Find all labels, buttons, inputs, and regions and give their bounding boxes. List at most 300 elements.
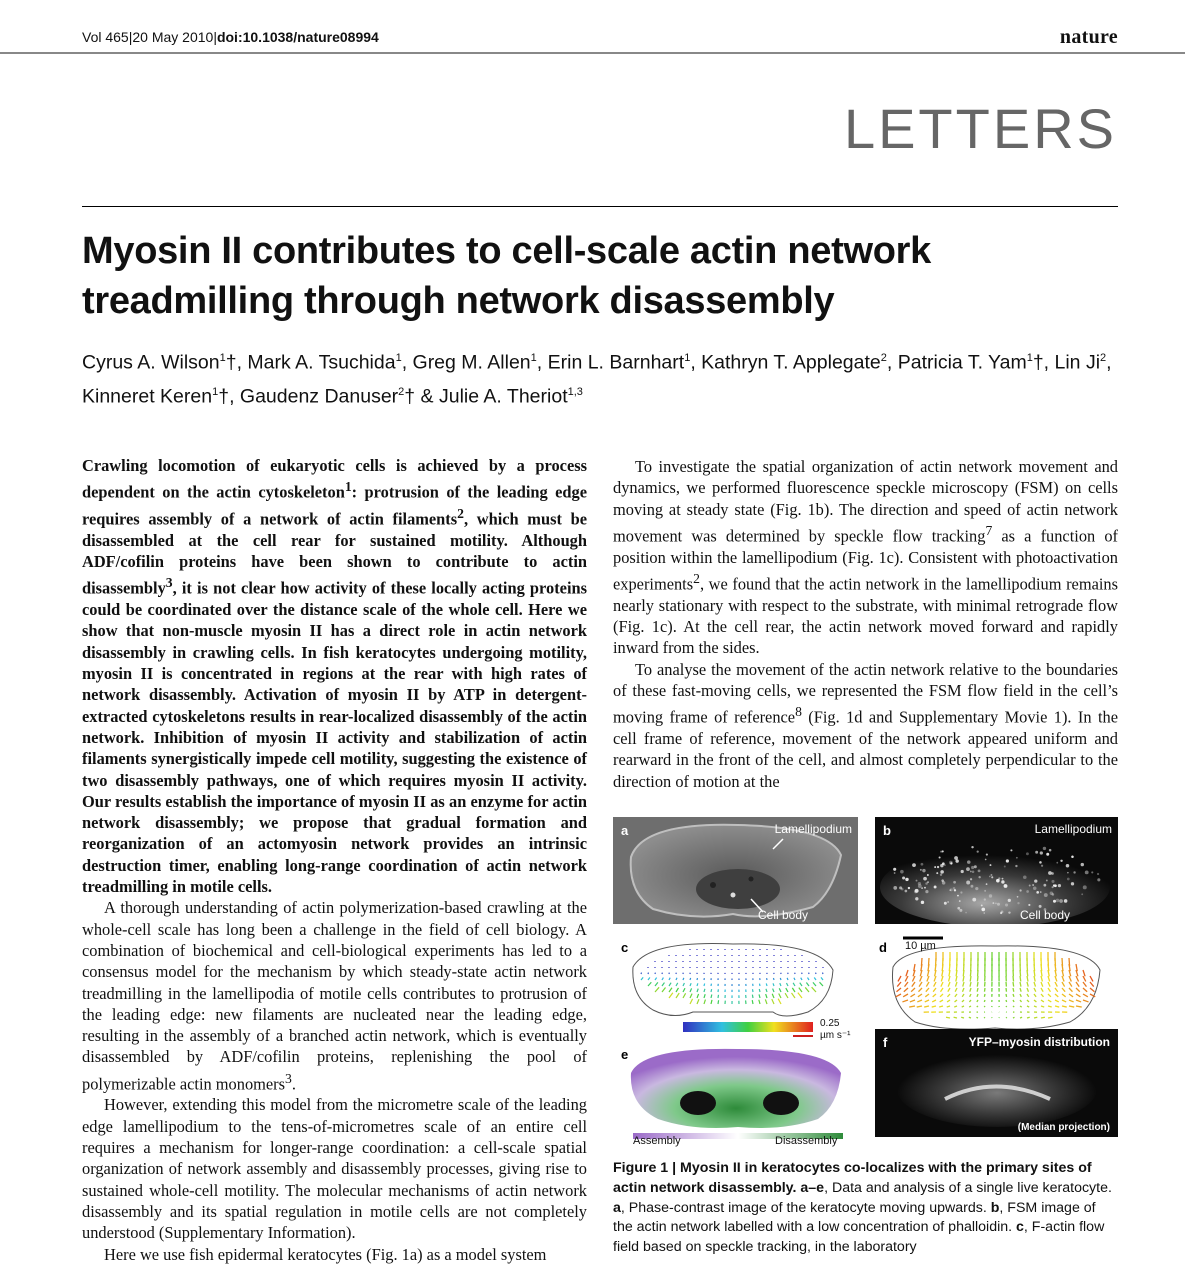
speckle [954,889,956,891]
flow-vector [977,994,978,997]
speckle [942,881,945,884]
flow-vector [946,1017,950,1018]
speckle [970,878,972,880]
flow-vector [1076,982,1079,987]
flow-vector [1027,970,1028,976]
flow-vector [1013,1000,1014,1002]
flow-vector [697,999,699,1004]
speckle [1032,884,1034,886]
speckle [997,903,1000,906]
flow-vector [1013,1017,1014,1018]
doi[interactable]: doi:10.1038/nature08994 [217,29,379,45]
flow-vector [1083,970,1085,976]
speckle [1067,878,1070,881]
flow-vector [969,1006,971,1007]
speckle [978,870,981,873]
flow-vector [773,978,774,980]
flow-vector [662,988,666,992]
flow-vector [934,982,936,987]
flow-vector [977,1006,978,1007]
flow-vector [697,989,698,992]
flow-vector [925,994,929,997]
speckle [957,907,960,910]
speckle [924,887,926,889]
speckle [905,878,908,881]
flow-vector [1076,1006,1082,1007]
flow-vector [1062,994,1066,997]
flow-vector [676,988,678,992]
speckle [920,869,922,871]
speckle [981,908,985,912]
flow-vector [676,993,679,998]
flow-vector [662,978,663,980]
flow-vector [819,982,823,986]
flow-vector [1069,1006,1074,1007]
flow-vector [910,1000,915,1002]
flow-vector [759,994,760,998]
panel-e-assembly-map [613,1045,858,1150]
flow-vector [1020,970,1021,976]
flow-vector [766,989,767,992]
speckle [1067,872,1069,874]
panel-b-fsm [875,817,1118,924]
flow-vector [926,982,929,987]
figure-1 [613,817,1118,1150]
flow-vector [704,994,705,998]
flow-vector [917,1006,922,1007]
body-paragraph: However, extending this model from the micrometre scale of the leading edge lamellipodium to the tens-of-micrometres scale of an entire cell requires a mechanism for longer-range coordination: a cell-scale spatial organization of network assembly and disassembly processes, giving rise to sustained whole-cell motility. The molecular mechanisms of actin network disassembly and its spatial regulation in motile cells are not completely understood (Supplementary Information). [82,1094,587,1243]
speckle [971,866,974,869]
speckle [989,894,992,897]
flow-vector [822,973,823,974]
speckle [974,865,977,868]
speckle [949,861,953,865]
label-assembly: Assembly [633,1135,681,1147]
flow-vector [655,987,659,992]
issue-info: Vol 465|20 May 2010|doi:10.1038/nature08994 [82,29,379,45]
speckle [1091,871,1093,873]
flow-vector [963,982,964,987]
flow-vector [798,993,802,998]
flow-vector [906,970,908,976]
panel-label-a: a [621,823,628,838]
flow-vector [1041,1000,1044,1002]
speckle [912,863,916,867]
flow-vector [786,988,788,992]
flow-vector [1020,988,1021,992]
flow-vector [641,973,642,974]
flow-vector [772,999,774,1004]
panel-label-b: b [883,823,891,838]
flow-vector [690,999,693,1004]
flow-vector [969,1000,971,1002]
speckle [981,904,983,906]
flow-vector [956,970,957,976]
flow-vector [976,1017,978,1018]
flow-vector [669,988,672,992]
flow-vector [932,1000,936,1002]
volume: Vol 465 [82,29,129,45]
flow-vector [955,1000,957,1002]
flow-vector [948,988,950,992]
speckle [934,866,936,868]
speckle [950,888,953,891]
flow-vector [1076,988,1080,992]
flow-vector [1048,994,1051,997]
panel-label-d: d [879,940,887,955]
speckle [1005,904,1008,907]
speckle [1026,890,1029,893]
flow-vector [904,988,908,992]
flow-vector [970,976,971,981]
flow-vector [676,983,678,986]
speckle [1049,849,1052,852]
speckle [998,877,1000,879]
flow-vector [1013,982,1014,987]
speckle [984,890,986,892]
flow-vector [690,983,691,986]
issue-date: 20 May 2010 [132,29,213,45]
speckle [936,872,938,874]
scale-value: 0.25 [820,1018,839,1029]
section-label: LETTERS [844,96,1117,161]
flow-vector [912,982,915,987]
flow-vector [1034,976,1035,981]
flow-vector [955,994,957,997]
flow-vector [1055,976,1057,981]
flow-vector [933,994,936,997]
flow-vector [939,1006,943,1007]
panel-label-f: f [883,1035,887,1050]
flow-vector [752,995,753,998]
flow-vector [1048,982,1050,987]
panel-label-e: e [621,1047,628,1062]
panel-c-flow-field [613,932,858,1042]
flow-vector [940,994,943,997]
speckle [1050,892,1053,895]
flow-vector [1020,994,1021,997]
speckle [901,888,904,891]
speckle [1004,865,1006,867]
flow-vector [1048,1006,1052,1007]
caption-text: a–e, Data and analysis of a single live keratocyte. a, Phase-contrast image of the keratocyte moving upwards. b, FSM image of the actin network labelled with a low concentration of phalloidin. c, F-actin flow field based on speckle tracking, in the laboratory [613,1180,1112,1255]
flow-vector [766,994,767,998]
flow-vector [1083,982,1086,987]
flow-vector [956,976,957,981]
speckle [1006,859,1009,862]
speckle [954,856,958,860]
flow-vector [697,983,698,986]
flow-vector [676,978,677,980]
flow-vector [1027,976,1028,981]
flow-vector [711,1000,712,1004]
flow-vector [927,976,929,981]
speckle [1028,904,1030,906]
flow-vector [984,988,985,992]
flow-vector [662,983,664,986]
flow-vector [1055,1006,1059,1007]
flow-vector [926,988,929,992]
flow-vector [902,1000,908,1002]
flow-vector [932,1006,936,1007]
author-list: Cyrus A. Wilson$^1$†, Mark A. Tsuchida$^1$, Greg M. Allen$^1$, Erin L. Barnhart$^1$, Kathryn T. Applegate$^2$, Patricia T. Yam$^1$†, Lin Ji$^2$, Kinneret Keren$^1$†, Gaudenz Danuser$^2$† & Julie A. Theriot$^{1,3}$ [82,344,1122,411]
flow-vector [1034,970,1035,976]
speckle [957,895,959,897]
flow-vector [1062,988,1065,992]
flow-vector [1055,988,1058,992]
flow-vector [690,988,692,992]
flow-vector [711,994,712,998]
speckle [966,881,970,885]
speckle [940,851,942,853]
flow-vector [786,983,788,986]
flow-vector [799,988,802,992]
flow-vector [1034,1017,1037,1018]
speckle [914,890,917,893]
speckle [937,866,939,868]
body-paragraph: To investigate the spatial organization of actin network movement and dynamics, we performed fluorescence speckle microscopy (FSM) on cells moving at steady state (Fig. 1b). The direction and speed of actin network movement was determined by speckle flow tracking$^7$ as a function of position within the lamellipodium (Fig. 1c). Consistent with photoactivation experiments$^2$, we found that the actin network in the lamellipodium remains nearly stationary with respect to the substrate, with minimal retrograde flow (Fig. 1c). At the cell rear, the actin network moved forward and rapidly inward from the sides. [613,456,1118,659]
flow-vector [1013,976,1014,981]
flow-vector [962,994,964,997]
speckle [1041,865,1043,867]
flow-vector [752,1000,753,1004]
flow-vector [910,994,915,997]
flow-vector [1041,1006,1044,1007]
speckle [1029,885,1031,887]
flow-vector [905,976,908,981]
panel-a-phase-contrast [613,817,858,924]
speckle [1097,878,1100,881]
scale-bar-label: 10 µm [905,940,936,952]
speckle [921,901,924,904]
flow-vector [1034,994,1036,997]
flow-vector [683,993,686,998]
speckle [918,882,921,885]
speckle [925,890,928,893]
speckle [1017,902,1019,904]
label-cell-body: Cell body [1020,908,1070,922]
flow-vector [805,987,809,992]
speckle [986,883,988,885]
flow-vector [812,987,816,992]
flow-vector [813,982,816,986]
speckle [1058,884,1061,887]
speckle [922,869,925,872]
speckle [989,876,991,878]
speckle [1066,864,1069,867]
flow-vector [641,977,643,980]
speckle [1026,852,1029,855]
speckle [921,863,924,866]
flow-vector [1048,1000,1051,1002]
flow-vector [1069,976,1071,981]
flow-vector [903,994,908,997]
speckle [960,891,962,893]
flow-vector [1048,976,1050,981]
flow-vector [962,1000,964,1002]
flow-vector [1041,982,1043,987]
speckle [1060,860,1062,862]
speckle [1015,865,1017,867]
flow-vector [924,1006,929,1007]
flow-vector [963,970,964,976]
flow-vector [1034,1000,1036,1002]
flow-vector [1069,982,1072,987]
right-column [613,456,1118,792]
speckle [992,902,994,904]
speckle [908,887,910,889]
speckle [986,854,988,856]
panel-d-cell-frame-flow [875,932,1118,1042]
flow-vector [778,999,781,1004]
speckle [1051,880,1054,883]
speckle [970,871,972,873]
speckle [978,876,980,878]
flow-vector [1013,994,1014,997]
flow-vector [669,978,670,980]
flow-vector [669,993,673,998]
flow-vector [1027,1000,1029,1002]
flow-vector [1090,982,1094,987]
panel-f-title: YFP–myosin distribution [969,1035,1110,1049]
speckle [1040,891,1042,893]
flow-vector [1083,988,1087,992]
flow-vector [970,988,971,992]
flow-vector [955,988,957,992]
flow-vector [961,1017,964,1018]
panel-label-c: c [621,940,628,955]
flow-vector [898,976,901,981]
flow-vector [704,1000,705,1004]
speckle [1000,912,1002,914]
flow-vector [925,1000,929,1002]
speckle [1039,861,1042,864]
flow-vector [940,1000,943,1002]
flow-vector [792,988,795,992]
body-paragraph: To analyse the movement of the actin network relative to the boundaries of these fast-moving cells, we represented the FSM flow field in the cell’s moving frame of reference$^8$ (Fig. 1d and Supplementary Movie 1). In the cell frame of reference, movement of the network appeared uniform and rearward in the front of the cell, and almost completely perpendicular to the direction of motion at the [613,659,1118,792]
flow-vector [947,1006,950,1007]
flow-vector [912,976,915,981]
speckle [1048,871,1052,875]
flow-vector [947,1000,950,1002]
label-cell-body: Cell body [758,908,808,922]
flow-vector [920,976,922,981]
speckle [1008,899,1011,902]
flow-vector [977,988,978,992]
speckle [1008,911,1010,913]
speckle [1053,900,1056,903]
flow-vector [969,1017,971,1018]
speckle [1059,899,1063,903]
speckle [934,886,937,889]
flow-vector [970,994,971,997]
flow-vector [940,988,943,992]
flow-vector [1006,1000,1007,1002]
flow-vector [773,983,774,986]
flow-vector [984,1000,985,1002]
speckle [944,902,947,905]
flow-vector [1069,1000,1074,1002]
speckle [1019,889,1021,891]
flow-vector [1034,982,1036,987]
flow-vector [1076,994,1080,997]
flow-vector [793,983,795,986]
speckle [927,874,929,876]
flow-vector [934,976,936,981]
speckle [893,868,896,871]
speckle [1023,875,1027,879]
body-paragraph: A thorough understanding of actin polymerization-based crawling at the whole-cell scale has long been a challenge in the field of cell biology. A combination of biochemical and cell-biological experiments has led to a consensus model for the mechanism by which steady-state actin network treadmilling in the lamellipodia of motile cells contributes to protrusion of the leading edge: new filaments are nucleated near the leading edge, resulting in the assembly of a branched actin network, which is eventually disassembled by ADF/cofilin proteins, replenishing the pool of polymerizable actin monomers$^3$. [82,897,587,1094]
speckle [966,867,970,871]
flow-vector [683,983,684,986]
flow-vector [962,1006,964,1007]
speckle [955,859,958,862]
label-lamellipodium: Lamellipodium [775,822,852,836]
speckle [1040,851,1043,854]
flow-vector [648,977,650,980]
flow-vector [807,978,809,980]
speckle [893,886,897,890]
speckle [990,864,992,866]
flow-vector [909,1006,915,1007]
speckle [971,885,974,888]
flow-vector [1083,994,1088,997]
flow-vector [794,978,795,980]
speckle [972,898,976,902]
flow-vector [1034,988,1036,992]
flow-vector [1062,982,1065,987]
speckle [1056,899,1060,903]
flow-vector [1090,976,1093,981]
flow-vector [779,994,781,998]
flow-vector [704,983,705,986]
speckle [1081,863,1084,866]
flow-vector [1055,982,1057,987]
scale-unit: µm s⁻¹ [820,1030,850,1041]
speckle [1056,862,1058,864]
flow-vector [919,982,922,987]
flow-vector [896,994,901,997]
flow-vector [947,994,950,997]
speckle [971,846,973,848]
speckle [939,856,941,858]
flow-vector [765,999,767,1004]
speckle [961,870,964,873]
flow-vector [1090,988,1094,992]
speckle [1064,899,1068,903]
flow-vector [1069,988,1072,992]
speckle [991,876,993,878]
speckle [990,874,992,876]
flow-vector [1069,994,1073,997]
speckle [984,898,986,900]
flow-vector [669,983,671,986]
speckle [1035,851,1038,854]
speckle [921,887,923,889]
flow-vector [697,994,699,998]
flow-vector [780,978,781,980]
journal-logo: nature [1060,26,1118,49]
flow-vector [1055,994,1058,997]
flow-vector [814,977,816,980]
flow-vector [785,993,788,998]
flow-vector [977,976,978,981]
flow-vector [918,988,922,992]
flow-vector [655,978,657,980]
speckle [1001,880,1004,883]
title-rule [82,206,1118,207]
flow-vector [772,994,774,998]
